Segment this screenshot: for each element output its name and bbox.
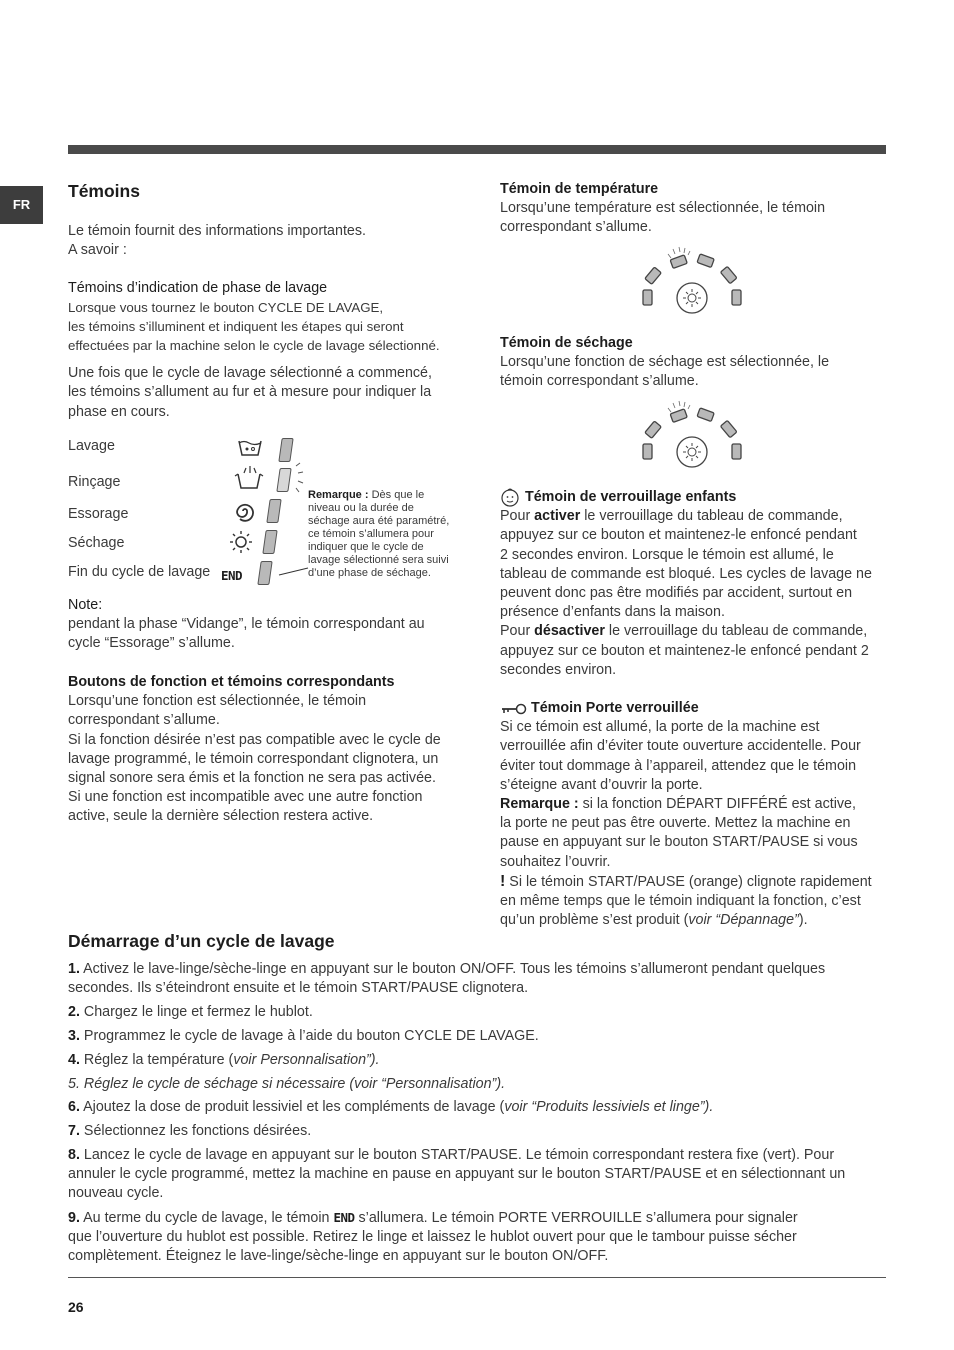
phase-lamp-fin: [257, 561, 272, 585]
function-text: Si la fonction désirée n’est pas compatible avec le cycle de: [68, 731, 441, 748]
step-6: [68, 1098, 886, 1117]
phase-label-sechage: Séchage: [68, 535, 125, 551]
start-cycle-title: Démarrage d’un cycle de lavage: [68, 931, 335, 951]
child-lock-text: appuyez sur ce bouton et maintenez-le enfoncé pendant 2: [500, 642, 869, 659]
phase-label-lavage: Lavage: [68, 438, 115, 454]
warning-icon: !: [500, 872, 506, 890]
end-symbol: END: [333, 1210, 355, 1225]
warning-link-text: voir “Dépannage”: [688, 912, 799, 929]
function-block: [68, 673, 488, 827]
phase-lamp-sechage: [262, 530, 277, 554]
remark-text: lavage sélectionné sera suivi: [308, 554, 449, 566]
function-text: active, seule la dernière sélection restera active.: [68, 808, 374, 825]
step-reference: voir “Produits lessiviels et linge”).: [504, 1099, 714, 1115]
child-lock-text: présence d’enfants dans la maison.: [500, 604, 725, 621]
page-number: 26: [68, 1299, 84, 1315]
door-remark-text: pause en appuyant sur le bouton START/PAUSE si vous: [500, 834, 858, 851]
door-lock-text: éviter tout dommage à l’appareil, attendez que le témoin: [500, 757, 857, 774]
step-text: Chargez le linge et fermez le hublot.: [79, 1004, 313, 1020]
remark-label: Remarque :: [308, 489, 369, 501]
step-text: Programmez le cycle de lavage à l’aide du bouton CYCLE DE LAVAGE.: [79, 1028, 539, 1044]
function-text: signal sonore sera émis et la fonction ne sera pas activée.: [68, 770, 436, 787]
step-number: 1.: [68, 961, 80, 977]
warning-text: qu’un problème s’est produit (: [500, 912, 689, 929]
child-lock-text: secondes environ.: [500, 661, 617, 678]
child-lock-text: Pour: [500, 508, 535, 525]
warning-text: Si le témoin START/PAUSE (orange) clignote rapidement: [505, 873, 872, 890]
phase-text: Une fois que le cycle de lavage sélectionné a commencé,: [68, 365, 432, 382]
drying-heading: Témoin de séchage: [500, 335, 633, 351]
left-column: [68, 180, 468, 202]
phase-lamp-lavage: [278, 438, 293, 462]
section-title-temoins: Témoins: [68, 181, 140, 201]
temperature-text: Lorsqu’une température est sélectionnée, le témoin: [500, 200, 826, 217]
phase-text: effectuées par la machine selon le cycle de lavage sélectionné.: [68, 338, 440, 354]
step-5: [68, 1075, 886, 1094]
dry-sun-icon: [229, 530, 253, 554]
child-lock-emphasis: désactiver: [534, 623, 605, 640]
temperature-block: [500, 180, 890, 238]
bottom-rule: [68, 1277, 886, 1278]
lamp-glow-icon: [284, 462, 304, 496]
phase-text: les témoins s’allument au fur et à mesure pour indiquer la: [68, 384, 432, 401]
child-lock-text: peuvent donc pas être modifiés par accident, surtout en: [500, 585, 853, 602]
step-reference: voir Personnalisation”).: [233, 1052, 380, 1068]
step-text: Lancez le cycle de lavage en appuyant sur le bouton START/PAUSE. Le témoin correspondant restera fixe (vert). Pour: [79, 1147, 835, 1163]
phase-label-fin: Fin du cycle de lavage: [68, 564, 211, 580]
step-text: Réglez la température (: [79, 1052, 234, 1068]
phase-section: [68, 279, 488, 422]
drying-dial-icon: [638, 398, 748, 468]
step-8: [68, 1146, 886, 1204]
step-text: que l’ouverture du hublot est possible. Retirez le linge et laissez le hublot ouvert pour que le tambour puisse sécher: [68, 1229, 797, 1246]
step-3: [68, 1027, 886, 1046]
child-lock-text: Pour: [500, 623, 535, 640]
step-text: Au terme du cycle de lavage, le témoin: [79, 1210, 334, 1226]
step-2: [68, 1003, 886, 1022]
door-lock-text: s’éteigne avant d’ouvrir la porte.: [500, 776, 703, 793]
temperature-heading: Témoin de température: [500, 181, 659, 197]
rinse-icon: [233, 464, 267, 492]
step-number: 3.: [68, 1028, 80, 1044]
step-number: 2.: [68, 1004, 80, 1020]
remark-text: indiquer que le cycle de: [308, 541, 424, 553]
door-remark-text: si la fonction DÉPART DIFFÉRÉ est active,: [578, 796, 856, 813]
note-text: cycle “Essorage” s’allume.: [68, 635, 235, 652]
language-tab: FR: [0, 186, 43, 224]
function-text: lavage programmé, le témoin correspondant clignotera, un: [68, 750, 439, 767]
phase-text: les témoins s’illuminent et indiquent les étapes qui seront: [68, 319, 404, 335]
remark-pointer-line: [276, 565, 310, 577]
temperature-text: correspondant s’allume.: [500, 219, 652, 236]
phase-label-rincage: Rinçage: [68, 474, 121, 490]
step-4: [68, 1051, 886, 1070]
step-text: s’allumera. Le témoin PORTE VERROUILLE s’allumera pour signaler: [354, 1210, 798, 1226]
step-number: 4.: [68, 1052, 80, 1068]
warning-text: ).: [798, 912, 808, 929]
remark-text: d’une phase de séchage.: [308, 567, 431, 579]
function-text: Si une fonction est incompatible avec une autre fonction: [68, 789, 423, 806]
step-9: [68, 1208, 886, 1267]
phase-label-essorage: Essorage: [68, 506, 129, 522]
remark-note: [308, 489, 470, 580]
function-heading: Boutons de fonction et témoins correspondants: [68, 674, 395, 690]
step-7: [68, 1122, 886, 1141]
wash-tub-icon: [236, 437, 266, 459]
phase-heading: Témoins d’indication de phase de lavage: [68, 280, 328, 296]
step-text: Sélectionnez les fonctions désirées.: [79, 1123, 312, 1139]
remark-text: ce témoin s’allumera pour: [308, 528, 434, 540]
child-lock-emphasis: activer: [534, 508, 581, 525]
child-lock-block: [500, 488, 890, 680]
remark-text: séchage aura été paramétré,: [308, 515, 450, 527]
remark-text: Dès que le: [371, 489, 425, 501]
phase-text: phase en cours.: [68, 403, 170, 420]
intro-line: Le témoin fournit des informations importantes.: [68, 223, 367, 239]
child-lock-text: tableau de commande est bloqué. Les cycles de lavage ne: [500, 565, 872, 582]
door-lock-heading: Témoin Porte verrouillée: [531, 700, 699, 716]
note-text: pendant la phase “Vidange”, le témoin correspondant au: [68, 616, 425, 633]
top-rule: [68, 145, 886, 154]
phase-text: Lorsque vous tournez le bouton CYCLE DE LAVAGE,: [68, 300, 384, 316]
door-lock-text: verrouillée afin d’éviter toute ouverture accidentelle. Pour: [500, 738, 861, 755]
door-remark-text: la porte ne peut pas être ouverte. Mettez la machine en: [500, 815, 851, 832]
child-face-icon: [500, 488, 522, 507]
step-number: 8.: [68, 1147, 80, 1163]
note-block: [68, 596, 488, 654]
intro-text: [68, 222, 488, 260]
child-lock-text: 2 secondes environ. Lorsque le témoin est allumé, le: [500, 546, 834, 563]
child-lock-heading: Témoin de verrouillage enfants: [525, 489, 737, 505]
drying-text: Lorsqu’une fonction de séchage est sélectionnée, le: [500, 354, 830, 371]
phase-lamp-essorage: [266, 499, 281, 523]
spin-icon: [232, 498, 258, 524]
drying-block: [500, 334, 890, 392]
key-icon: [500, 702, 528, 716]
end-symbol: END: [221, 568, 243, 583]
note-label: Note:: [68, 597, 103, 613]
step-text: complètement. Éteignez le lave-linge/sèche-linge en appuyant sur le bouton ON/OFF.: [68, 1248, 609, 1265]
step-number: 6.: [68, 1099, 80, 1115]
function-text: Lorsqu’une fonction est sélectionnée, le témoin: [68, 693, 367, 710]
door-remark-text: souhaitez l’ouvrir.: [500, 853, 611, 870]
door-lock-text: Si ce témoin est allumé, la porte de la machine est: [500, 719, 820, 736]
child-lock-text: appuyez sur ce bouton et maintenez-le enfoncé pendant: [500, 527, 857, 544]
temperature-dial-icon: [638, 244, 748, 314]
child-lock-text: le verrouillage du tableau de commande,: [580, 508, 843, 525]
start-cycle-title-wrap: [68, 930, 668, 952]
step-text: Ajoutez la dose de produit lessiviel et les compléments de lavage (: [79, 1099, 505, 1115]
step-text: nouveau cycle.: [68, 1185, 164, 1202]
door-lock-block: [500, 699, 890, 930]
intro-line: A savoir :: [68, 242, 127, 259]
step-text: Activez le lave-linge/sèche-linge en appuyant sur le bouton ON/OFF. Tous les témoins s’allumeront pendant quelques: [79, 961, 826, 977]
step-text: secondes. Ils s’éteindront ensuite et le témoin START/PAUSE clignotera.: [68, 980, 529, 997]
drying-text: témoin correspondant s’allume.: [500, 373, 699, 390]
warning-text: en même temps que le témoin indiquant la fonction, c’est: [500, 893, 861, 910]
function-text: correspondant s’allume.: [68, 712, 220, 729]
door-remark-label: Remarque :: [500, 796, 579, 813]
step-text: annuler le cycle programmé, mettez la machine en pause en appuyant sur le bouton START/PAUSE et en sélectionnant un: [68, 1166, 846, 1183]
step-number: 7.: [68, 1123, 80, 1139]
child-lock-text: le verrouillage du tableau de commande,: [604, 623, 868, 640]
step-number: 9.: [68, 1210, 80, 1226]
step-text: 5. Réglez le cycle de séchage si nécessaire (voir “Personnalisation”).: [68, 1076, 506, 1092]
step-1: [68, 960, 886, 998]
remark-text: niveau ou la durée de: [308, 502, 414, 514]
